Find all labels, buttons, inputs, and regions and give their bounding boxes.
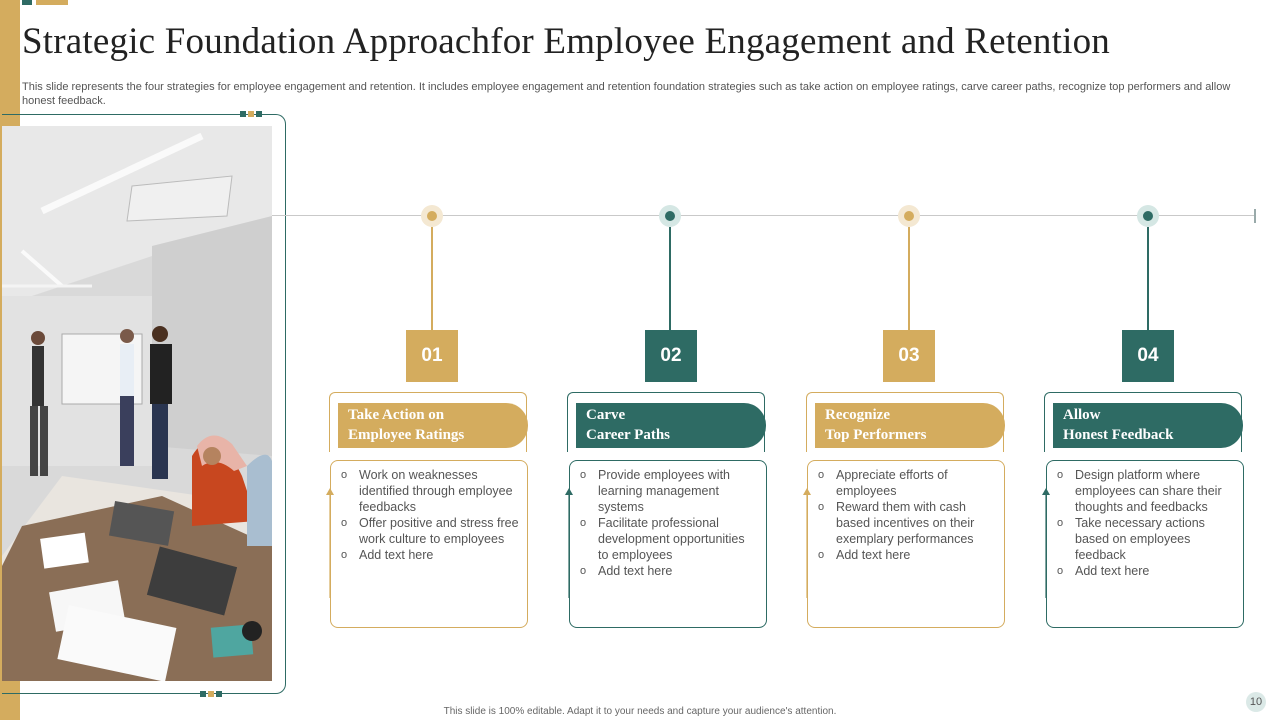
step-title-pill	[576, 403, 766, 448]
timeline-dot	[659, 205, 681, 227]
timeline-dot-center	[1143, 211, 1153, 221]
bullet-circle-icon: o	[341, 517, 348, 529]
bullet-list	[1057, 467, 1235, 579]
step-title-line2: Career Paths	[586, 427, 671, 443]
bullet-circle-icon: o	[580, 517, 587, 529]
bullet-circle-icon: o	[580, 565, 587, 577]
frame-deco	[216, 691, 222, 697]
bullet-item: o Add text here	[818, 548, 911, 562]
top-accent-gold	[36, 0, 68, 5]
connector-line	[908, 227, 910, 330]
step-card	[569, 460, 767, 628]
office-meeting-photo	[2, 126, 272, 681]
bullet-circle-icon: o	[1057, 469, 1064, 481]
frame-deco	[240, 111, 246, 117]
step-number-badge: 01	[406, 330, 458, 382]
step-number-badge: 03	[883, 330, 935, 382]
step-title-line2: Honest Feedback	[1063, 427, 1174, 443]
bullet-item: o Appreciate efforts of employees	[818, 468, 948, 498]
step-title-pill	[338, 403, 528, 448]
bullet-item: o Add text here	[580, 564, 673, 578]
bullet-item: o Add text here	[1057, 564, 1150, 578]
frame-deco	[248, 111, 254, 117]
bullet-item: o Work on weaknesses identified through employee feedbacks	[341, 468, 513, 514]
step-title-pill	[815, 403, 1005, 448]
step-title-line1: Take Action on	[348, 407, 445, 423]
slide-subtitle: This slide represents the four strategies for employee engagement and retention. It includes employee engagement and retention foundation strategies such as take action on employee ratings, carve career paths, recognize top performers and allow honest feedback.	[22, 81, 1231, 107]
bullet-item: o Provide employees with learning management systems	[580, 468, 731, 514]
bullet-item: o Offer positive and stress free work culture to employees	[341, 516, 519, 546]
bullet-item: o Take necessary actions based on employees feedback	[1057, 516, 1205, 562]
step-card	[1046, 460, 1244, 628]
step-card	[807, 460, 1005, 628]
connector-line	[1147, 227, 1149, 330]
bullet-circle-icon: o	[341, 549, 348, 561]
step-title-line1: Allow	[1063, 407, 1101, 423]
bullet-circle-icon: o	[580, 469, 587, 481]
bullet-list	[341, 467, 519, 563]
step-title-line2: Top Performers	[825, 427, 927, 443]
footer-note: This slide is 100% editable. Adapt it to your needs and capture your audience's attention.	[443, 706, 837, 717]
bullet-circle-icon: o	[1057, 517, 1064, 529]
step-number-badge: 04	[1122, 330, 1174, 382]
slide-title: Strategic Foundation Approachfor Employee Engagement and Retention	[22, 21, 1110, 62]
bullet-circle-icon: o	[341, 469, 348, 481]
frame-deco	[208, 691, 214, 697]
bullet-circle-icon: o	[818, 501, 825, 513]
step-number-badge: 02	[645, 330, 697, 382]
timeline-dot	[898, 205, 920, 227]
bullet-list	[580, 467, 758, 579]
connector-line	[669, 227, 671, 330]
bullet-item: o Add text here	[341, 548, 434, 562]
step-card	[330, 460, 528, 628]
timeline-dot	[1137, 205, 1159, 227]
step-title-line1: Recognize	[825, 407, 890, 423]
frame-deco	[200, 691, 206, 697]
step-title-line2: Employee Ratings	[348, 427, 465, 443]
timeline-end-marker	[1254, 209, 1256, 223]
bullet-item: o Design platform where employees can share their thoughts and feedbacks	[1057, 468, 1222, 514]
bullet-circle-icon: o	[1057, 565, 1064, 577]
page-number: 10	[1246, 692, 1266, 712]
bullet-item: o Facilitate professional development opportunities to employees	[580, 516, 745, 562]
bullet-circle-icon: o	[818, 469, 825, 481]
timeline-dot-center	[665, 211, 675, 221]
frame-deco	[256, 111, 262, 117]
step-title-line1: Carve	[586, 407, 626, 423]
bullet-list	[818, 467, 996, 563]
step-title-pill	[1053, 403, 1243, 448]
bullet-circle-icon: o	[818, 549, 825, 561]
connector-line	[431, 227, 433, 330]
timeline-dot	[421, 205, 443, 227]
bullet-item: o Reward them with cash based incentives on their exemplary performances	[818, 500, 975, 546]
top-accent-teal	[22, 0, 32, 5]
timeline-dot-center	[904, 211, 914, 221]
timeline-dot-center	[427, 211, 437, 221]
timeline-line	[272, 215, 1256, 216]
